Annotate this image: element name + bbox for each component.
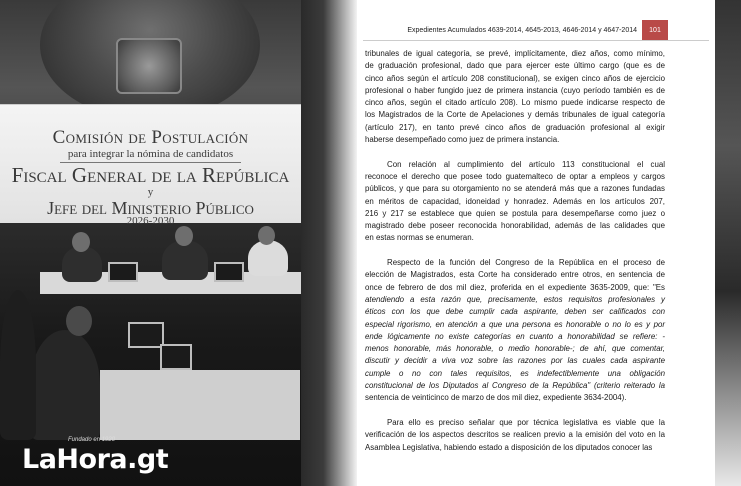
logo-founded: Fundado en 1920 (68, 437, 116, 443)
banner-subtitle: para integrar la nómina de candidatos (67, 148, 234, 160)
text-line: reconoce el derecho que posee todo guatemalteco de optar a empleos y cargos (365, 171, 665, 181)
person-left-edge (0, 290, 36, 440)
text-line: constitucional de los Diputados al Congreso de la República" (criterio reiterado la (365, 381, 665, 391)
person-center-head (175, 226, 193, 246)
person-right-head (258, 226, 275, 245)
text-line: atendiendo a esta razón que, precisamente, estos requisitos profesionales y (365, 294, 665, 304)
text-line: Para ello es preciso señalar que por técnica legislativa es viable que la (387, 417, 665, 427)
page-header: Expedientes Acumulados 4639-2014, 4645-2013, 4646-2014 y 4647-2014 (407, 27, 637, 34)
text-line: sentencia de veinticinco de marzo de dos mil diez, expediente 3634-2004). (365, 393, 627, 403)
text-line: elección de Magistrados, esta Corte ha considerado entre otros, en sentencia de (365, 270, 665, 280)
text-line: cinco años, según el citado artículo 208). Lo mismo puede indicarse respecto de (365, 98, 665, 108)
banner-fiscal: Fiscal General de la República (11, 163, 290, 187)
text-line: menos honorable, más honorable, o medio honorable-; de ahí, que comentar, (365, 344, 665, 354)
text-line: once de febrero de dos mil diez, proferida en el expediente 3635-2009, que: "Es (365, 282, 665, 292)
paragraph-gap (365, 245, 665, 257)
monitor (108, 262, 138, 282)
page-gutter (301, 0, 357, 486)
caption-strip (0, 480, 301, 486)
monitor (128, 322, 164, 348)
text-line: haberse desempeñado como juez de primera instancia. (365, 135, 560, 145)
banner-years: 2026-2030 (126, 215, 175, 227)
lower-desk (100, 370, 300, 440)
banner-title: Comisión de Postulación (52, 127, 249, 148)
text-line: Respecto de la función del Congreso de la República en el proceso de (387, 258, 665, 268)
document-page (357, 0, 715, 486)
text-line: especial rigorismo, en atención a que una persona es honorable o no lo es y por (365, 319, 665, 329)
text-line: en méritos de capacidad, idoneidad y honradez. Además en los artículos 207, (365, 196, 665, 206)
header-rule (363, 40, 709, 41)
text-line: ende lógicamente no existe categorías en cuanto a honorabilidad se refiere: - (365, 331, 665, 341)
text-line: cumple o no con tales requisitos, es indefectiblemente una obligación (365, 368, 665, 378)
text-line: cinco años según el artículo 208 constitucional), se exigen cinco años de ejercicio (365, 73, 665, 83)
right-photo-edge (715, 0, 741, 486)
paragraph-gap (365, 405, 665, 417)
text-line: Asamblea Legislativa, habiendo estado a disposición de los diputados conocer las (365, 442, 653, 452)
monitor (160, 344, 192, 370)
hearing-photo (0, 0, 301, 486)
text-line: de graduación profesional, dado que para ejercer este último cargo (que es de (365, 61, 665, 71)
person-left-head (72, 232, 90, 252)
paragraph-gap (365, 146, 665, 158)
text-line: tribunales de igual categoría, se prevé, implícitamente, diez años, como mínimo, (365, 49, 665, 58)
person-right (248, 240, 288, 276)
text-line: los Magistrados de la Corte de Apelaciones y demás tribunales de igual categoría (365, 110, 665, 120)
text-line: 216 y 217 se establece que quien se postula para desempeñarse como juez o (365, 208, 665, 218)
lahora-logo: LaHora.gt (22, 444, 169, 475)
text-line: (artículo 217), en tanto prevé cinco años de graduación profesional al exigir (365, 122, 665, 132)
document-body (365, 48, 665, 454)
text-line: verificación de los aspectos descritos se realicen previo a la emisión del voto en la (365, 430, 665, 440)
monitor (214, 262, 244, 282)
person-foreground (30, 330, 100, 440)
person-center (162, 240, 208, 280)
coat-of-arms (116, 38, 182, 94)
banner-jefe: Jefe del Ministerio Público (47, 198, 254, 218)
text-line: profesional o haber fungido juez de primera instancia (cuyo período también es de (365, 85, 665, 95)
person-foreground-head (66, 306, 92, 336)
text-line: públicos, y que para su otorgamiento no se atenderá más que a razones fundadas (365, 184, 665, 194)
text-line: magistrado debe poseer reconocida honorabilidad, además de las calidades que (365, 221, 665, 231)
page-number: 101 (642, 20, 668, 40)
text-line: Con relación al cumplimiento del artículo 113 constitucional el cual (387, 159, 665, 169)
text-line: en estas normas se enumeran. (365, 233, 474, 243)
text-line: discutir y decidir a viva voz sobre las razones por las cuales cada aspirante (365, 356, 665, 366)
banner-y: y (147, 186, 154, 198)
commission-banner (0, 104, 301, 227)
text-line: éticos con los que debe cumplir cada aspirante, deben ser calificados con (365, 307, 665, 317)
